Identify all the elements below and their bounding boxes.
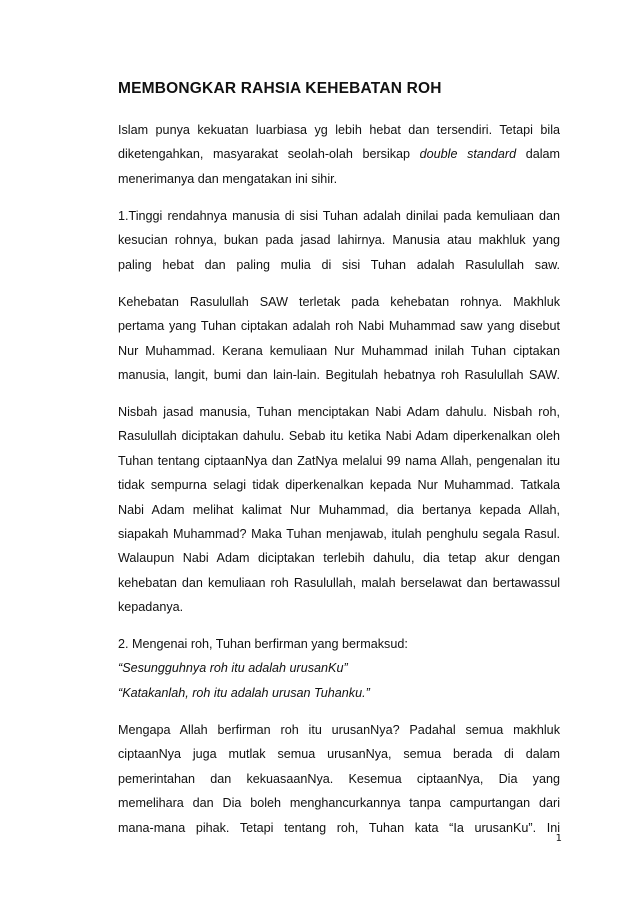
emphasis-double-standard: double standard [419, 147, 517, 162]
document-title: MEMBONGKAR RAHSIA KEHEBATAN ROH [118, 80, 442, 97]
text-line: Nur Muhammad. Kerana kemuliaan Nur Muhammad inilah Tuhan ciptakan [118, 343, 560, 358]
text-line: pemerintahan dan kekuasaanNya. Kesemua ciptaanNya, Dia yang [118, 771, 560, 786]
text-line: pertama yang Tuhan ciptakan adalah roh Nabi Muhammad saw yang disebut [118, 319, 560, 334]
text-line: 2. Mengenai roh, Tuhan berfirman yang bermaksud: [118, 637, 408, 651]
paragraph-kehebatan [118, 290, 560, 388]
text-line: Walaupun Nabi Adam diciptakan terlebih dahulu, dia tetap akur dengan [118, 551, 560, 566]
text-line: menerimanya dan mengatakan ini sihir. [118, 171, 338, 186]
text-line-with-emphasis: diketengahkan, masyarakat seolah-olah bersikap double standard dalam [118, 147, 560, 162]
text-line: mana-mana pihak. Tetapi tentang roh, Tuhan kata “Ia urusanKu”. Ini [118, 820, 560, 835]
text-line: Mengapa Allah berfirman roh itu urusanNya? Padahal semua makhluk [118, 723, 560, 737]
text-line: tidak sempurna selagi tidak diperkenalkan kepada Nur Muhammad. Tatkala [118, 478, 560, 493]
text-line: kesucian rohnya, bukan pada jasad lahirnya. Manusia atau makhluk yang [118, 233, 560, 248]
paragraph-point-2 [118, 632, 560, 705]
text-line: kehebatan dan kemuliaan roh Rasulullah, malah berselawat dan bertawassul [118, 575, 560, 590]
text-line: 1.Tinggi rendahnya manusia di sisi Tuhan adalah dinilai pada kemuliaan dan [118, 209, 560, 223]
text-line: Kehebatan Rasulullah SAW terletak pada kehebatan rohnya. Makhluk [118, 295, 560, 309]
paragraph-point-1 [118, 204, 560, 277]
text-line: Nisbah jasad manusia, Tuhan menciptakan Nabi Adam dahulu. Nisbah roh, [118, 405, 560, 419]
quote-line: “Katakanlah, roh itu adalah urusan Tuhanku.” [118, 685, 370, 700]
text-line: Islam punya kekuatan luarbiasa yg lebih hebat dan tersendiri. Tetapi bila [118, 123, 560, 137]
text-line: ciptaanNya juga mutlak semua urusanNya, semua berada di dalam [118, 747, 560, 762]
text-line: memelihara dan Dia boleh menghancurkannya tanpa campurtangan dari [118, 796, 560, 811]
text-line: siapakah Muhammad? Maka Tuhan menjawab, itulah penghulu segala Rasul. [118, 526, 560, 541]
text-line: Rasulullah diciptakan dahulu. Sebab itu ketika Nabi Adam diperkenalkan oleh [118, 429, 560, 444]
quote-line: “Sesungguhnya roh itu adalah urusanKu” [118, 661, 348, 676]
paragraph-intro [118, 118, 560, 191]
page-number: 1 [555, 833, 562, 844]
text-line: Nabi Adam melihat kalimat Nur Muhammad, dia bertanya kepada Allah, [118, 502, 560, 517]
text-line: paling hebat dan paling mulia di sisi Tuhan adalah Rasulullah saw. [118, 257, 560, 272]
text-line: manusia, langit, bumi dan lain-lain. Begitulah hebatnya roh Rasulullah SAW. [118, 368, 560, 383]
text-line: Tuhan tentang ciptaanNya dan ZatNya melalui 99 nama Allah, pengenalan itu [118, 453, 560, 468]
paragraph-nisbah [118, 400, 560, 620]
text-line: kepadanya. [118, 600, 184, 615]
paragraph-mengapa [118, 718, 560, 840]
